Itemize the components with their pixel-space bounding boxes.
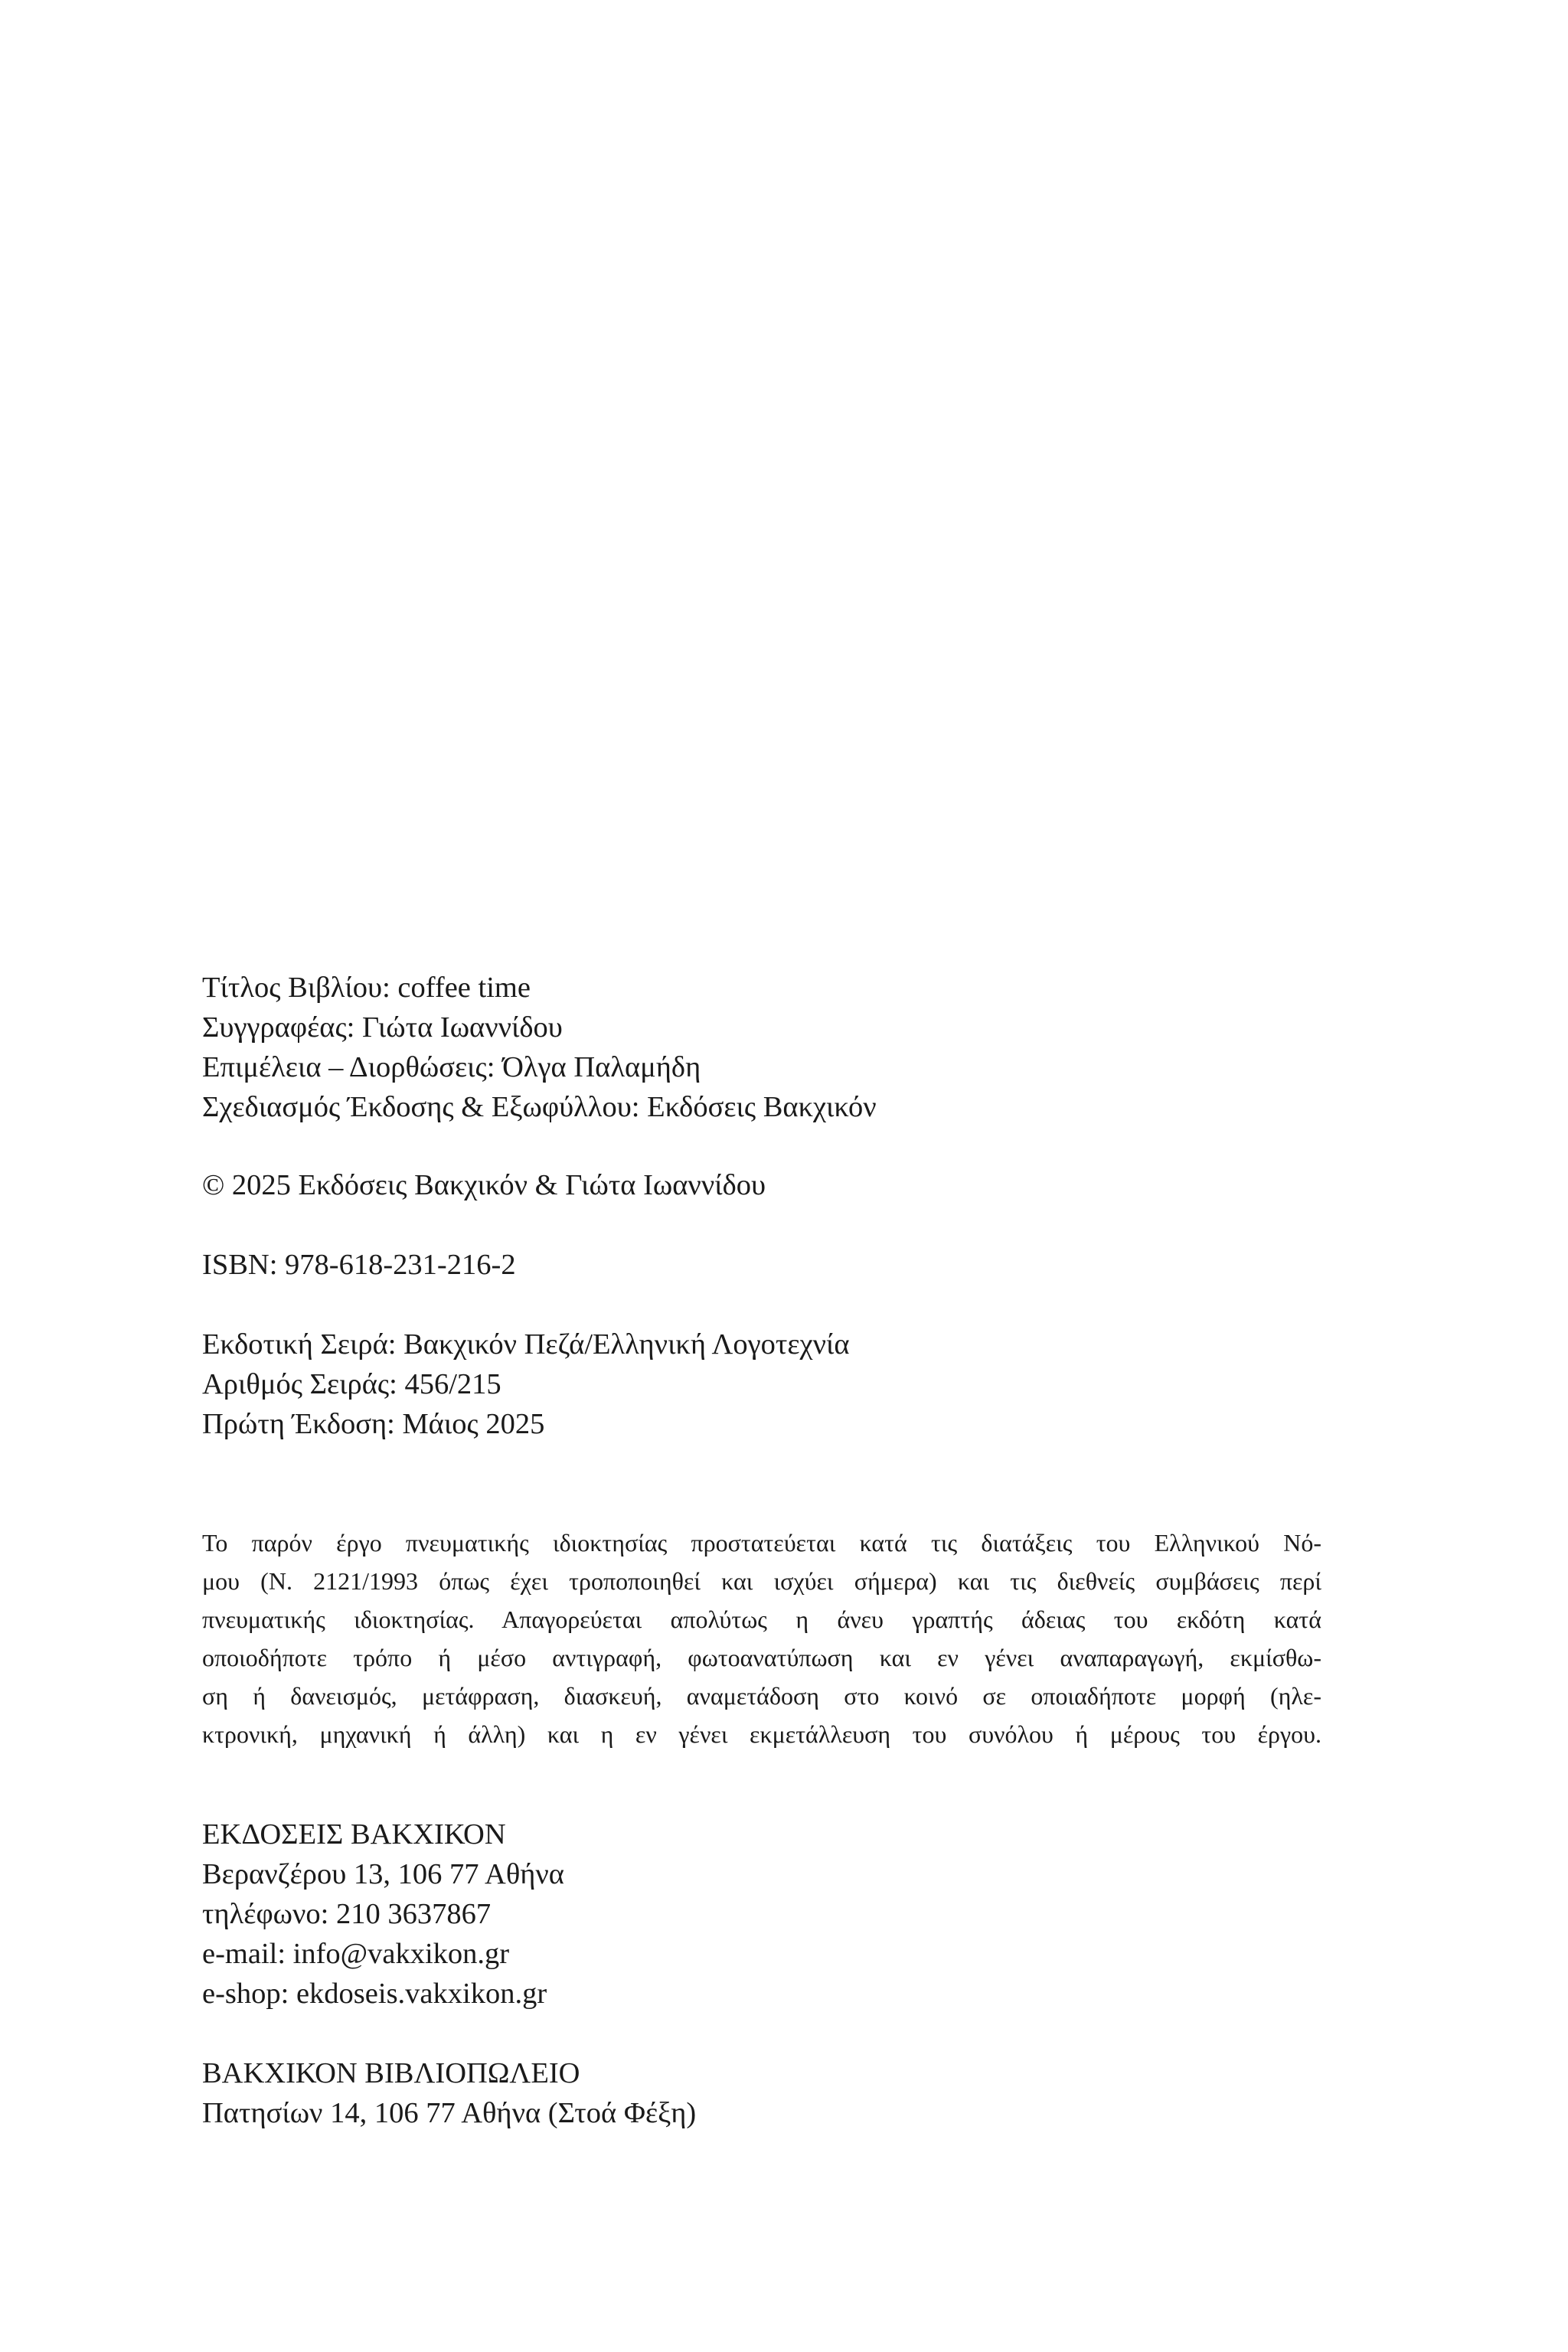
first-edition-line: Πρώτη Έκδοση: Μάιος 2025 xyxy=(202,1408,545,1440)
isbn-block xyxy=(202,1245,1351,1285)
legal-line: πνευματικής ιδιοκτησίας. Απαγορεύεται απολύτως η άνευ γραπτής άδειας του εκδότη κατά xyxy=(202,1606,1321,1633)
legal-line: Το παρόν έργο πνευματικής ιδιοκτησίας προστατεύεται κατά τις διατάξεις του Ελληνικού Νό- xyxy=(202,1529,1321,1557)
legal-line: κτρονική, μηχανική ή άλλη) και η εν γένει εκμετάλλευση του συνόλου ή μέρους του έργου. xyxy=(202,1720,1321,1748)
bookstore-block xyxy=(202,2053,1351,2133)
legal-line: ση ή δανεισμός, μετάφραση, διασκευή, αναμετάδοση στο κοινό σε οποιαδήποτε μορφή (ηλε- xyxy=(202,1682,1321,1710)
isbn-line: ISBN: 978-618-231-216-2 xyxy=(202,1249,516,1281)
publisher-name: ΕΚΔΟΣΕΙΣ ΒΑΚΧΙΚΟΝ xyxy=(202,1818,506,1851)
credits-block xyxy=(202,968,1351,1127)
legal-line: μου (Ν. 2121/1993 όπως έχει τροποποιηθεί και ισχύει σήμερα) και τις διεθνείς συμβάσεις περί xyxy=(202,1567,1321,1595)
bookstore-name: ΒΑΚΧΙΚΟΝ ΒΙΒΛΙΟΠΩΛΕΙΟ xyxy=(202,2057,580,2089)
copyright-block xyxy=(202,1165,1351,1205)
series-name-line: Εκδοτική Σειρά: Βακχικόν Πεζά/Ελληνική Λογοτεχνία xyxy=(202,1328,850,1361)
editing-line: Επιμέλεια – Διορθώσεις: Όλγα Παλαμήδη xyxy=(202,1051,701,1083)
book-title-line: Τίτλος Βιβλίου: coffee time xyxy=(202,972,531,1004)
publisher-block xyxy=(202,1815,1351,2014)
series-block xyxy=(202,1325,1351,1444)
copyright-line: © 2025 Εκδόσεις Βακχικόν & Γιώτα Ιωαννίδου xyxy=(202,1169,766,1201)
series-number-line: Αριθμός Σειράς: 456/215 xyxy=(202,1368,501,1400)
design-line: Σχεδιασμός Έκδοσης & Εξωφύλλου: Εκδόσεις Βακχικόν xyxy=(202,1091,877,1123)
publisher-address: Βερανζέρου 13, 106 77 Αθήνα xyxy=(202,1858,564,1890)
bookstore-address: Πατησίων 14, 106 77 Αθήνα (Στοά Φέξη) xyxy=(202,2097,697,2129)
publisher-email: e-mail: info@vakxikon.gr xyxy=(202,1938,510,1970)
publisher-phone: τηλέφωνο: 210 3637867 xyxy=(202,1898,492,1930)
publisher-eshop: e-shop: ekdoseis.vakxikon.gr xyxy=(202,1978,547,2010)
author-line: Συγγραφέας: Γιώτα Ιωαννίδου xyxy=(202,1011,563,1044)
legal-line: οποιοδήποτε τρόπο ή μέσο αντιγραφή, φωτοανατύπωση και εν γένει αναπαραγωγή, εκμίσθω- xyxy=(202,1644,1321,1671)
legal-notice xyxy=(202,1524,1321,1753)
